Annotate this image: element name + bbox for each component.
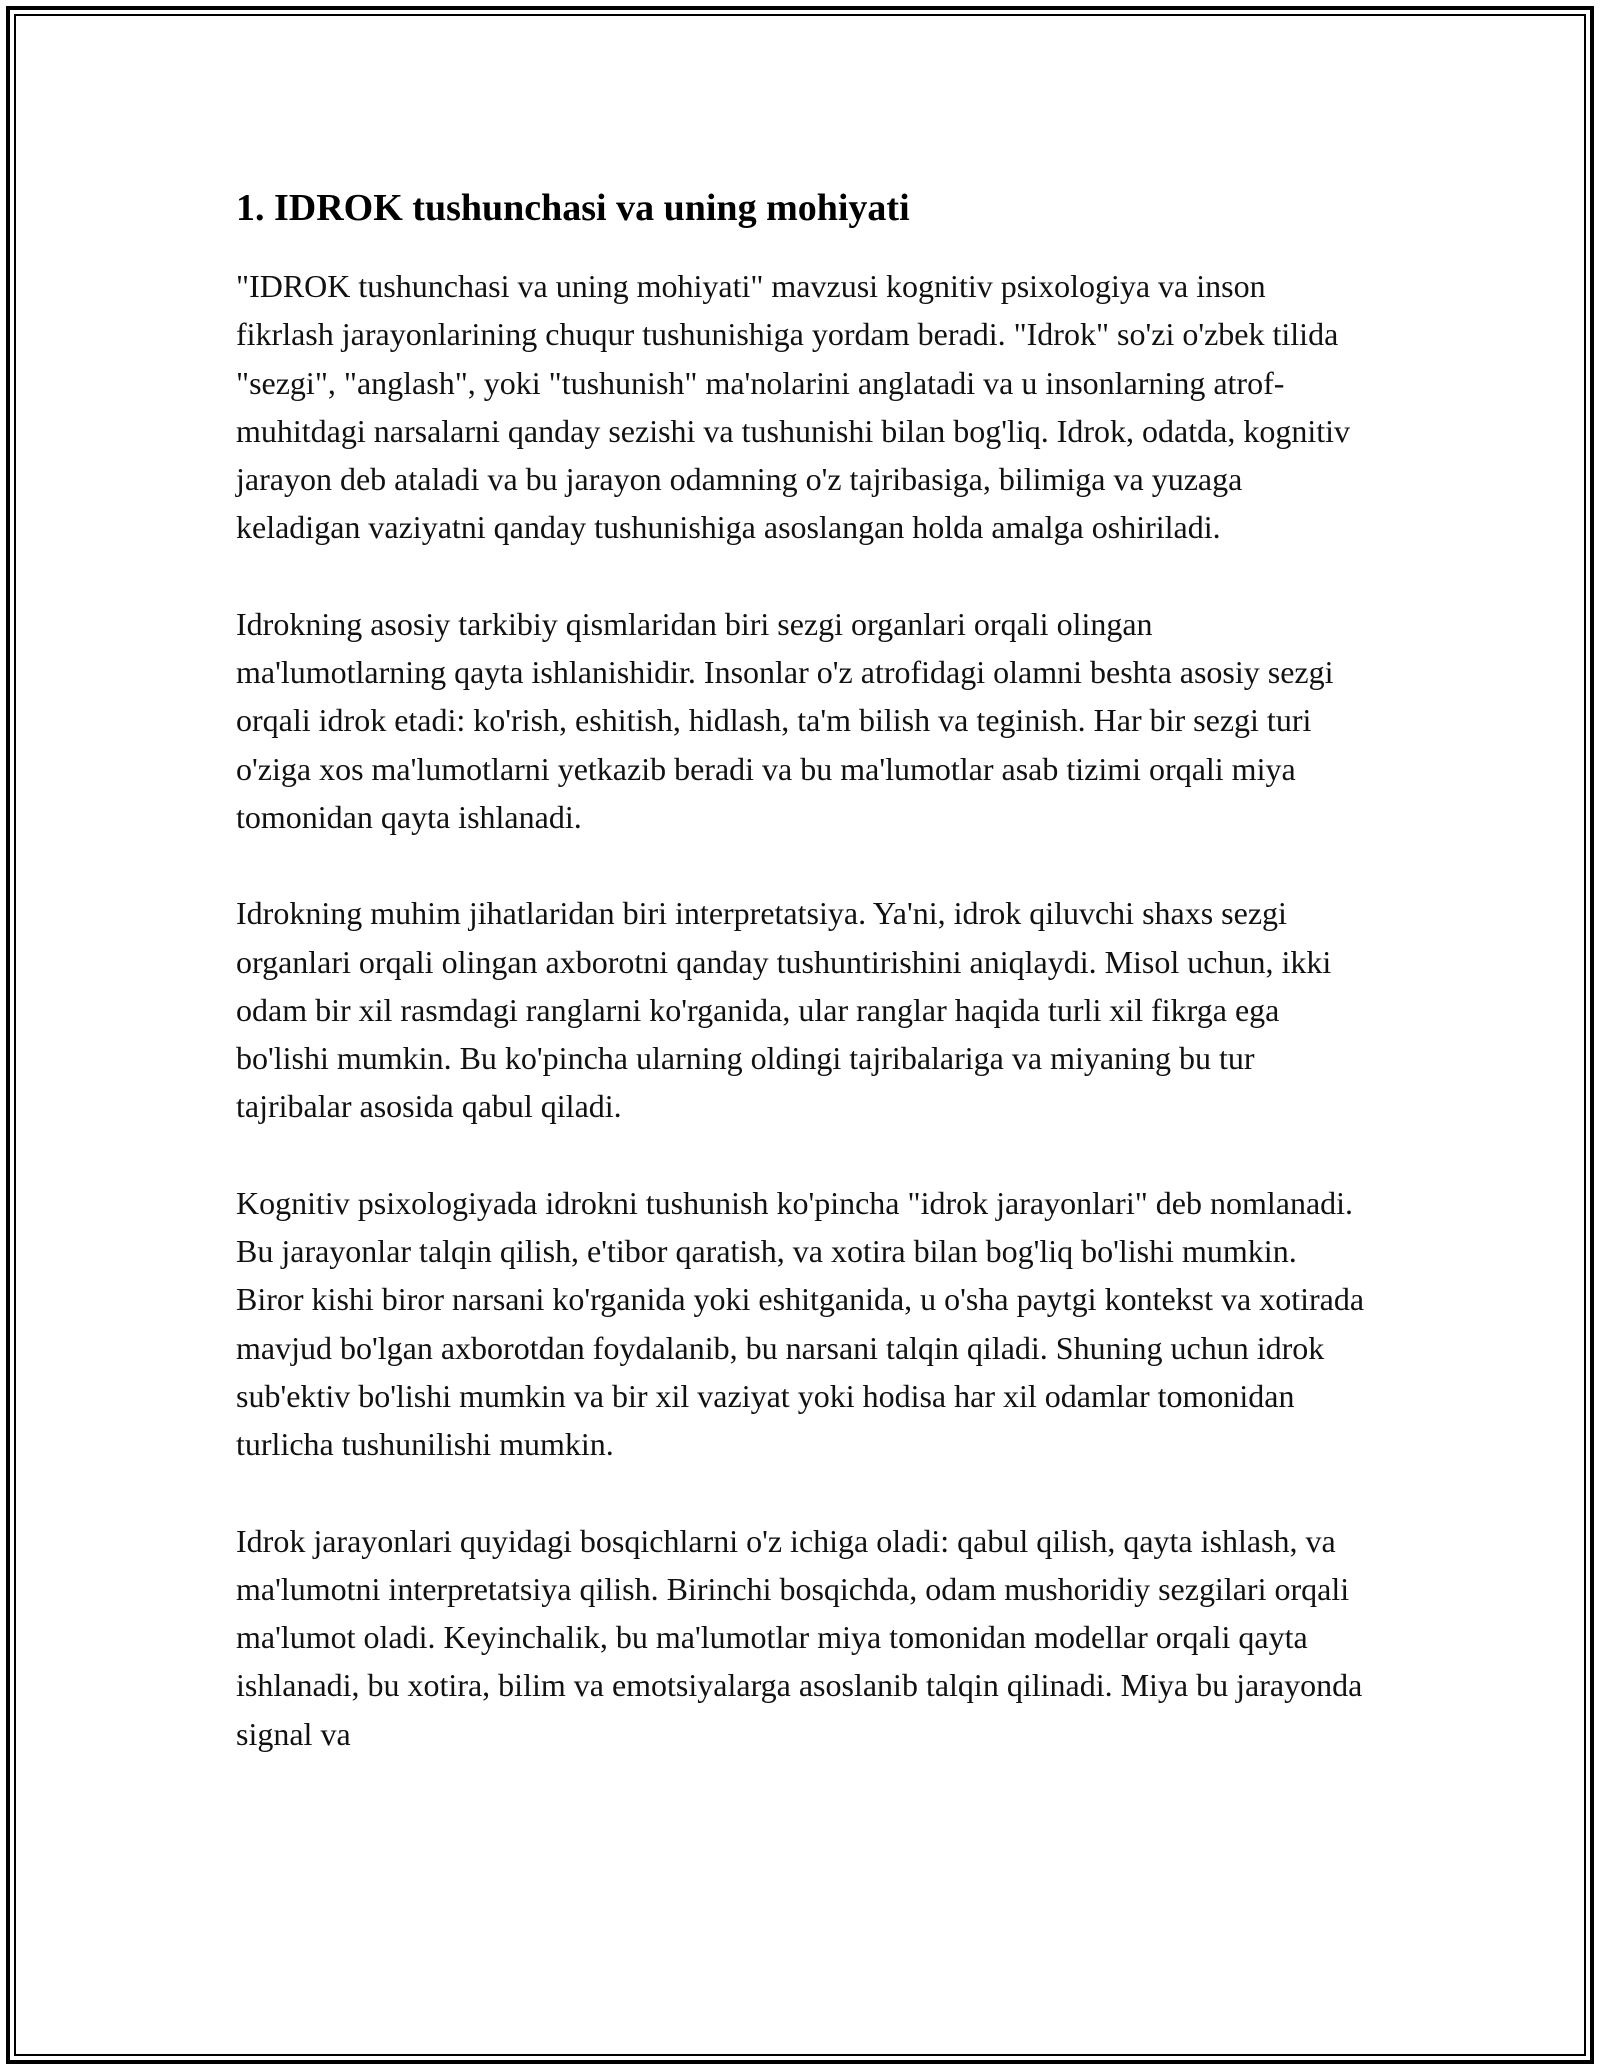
paragraph-5: Idrok jarayonlari quyidagi bosqichlarni o'z ichiga oladi: qabul qilish, qayta ishlash, va ma'lumotni interpretatsiya qilish. Birinchi bosqichda, odam mushoridiy sezgilari orqali ma'lumot oladi. Keyinchalik, bu ma'lumotlar miya tomonidan modellar orqali qayta ishlanadi, bu xotira, bilim va emotsiyalarga asoslanib talqin qilinadi. Miya bu jarayonda signal va [236, 1522, 1363, 1752]
paragraph-3: Idrokning muhim jihatlaridan biri interpretatsiya. Ya'ni, idrok qiluvchi shaxs sezgi organlari orqali olingan axborotni qanday tushuntirishini aniqlaydi. Misol uchun, ikki odam bir xil rasmdagi ranglarni ko'rganida, ular ranglar haqida turli xil fikrga ega bo'lishi mumkin. Bu ko'pincha ularning oldingi tajribalariga va miyaning bu tur tajribalar asosida qabul qiladi. [236, 895, 1332, 1125]
paragraph-1: "IDROK tushunchasi va uning mohiyati" mavzusi kognitiv psixologiya va inson fikrlash jarayonlarining chuqur tushunishiga yordam beradi. "Idrok" so'zi o'zbek tilida "sezgi", "anglash", yoki "tushunish" ma'nolarini anglatadi va u insonlarning atrof-muhitdagi narsalarni qanday sezishi va tushunishi bilan bog'liq. Idrok, odatda, kognitiv jarayon deb ataladi va bu jarayon odamning o'z tajribasiga, bilimiga va yuzaga keladigan vaziyatni qanday tushunishiga asoslangan holda amalga oshiriladi. [236, 268, 1351, 546]
section-heading: 1. IDROK tushunchasi va uning mohiyati [236, 187, 910, 229]
paragraph-4: Kognitiv psixologiyada idrokni tushunish ko'pincha "idrok jarayonlari" deb nomlanadi. Bu jarayonlar talqin qilish, e'tibor qaratish, va xotira bilan bog'liq bo'lishi mumkin. Biror kishi biror narsani ko'rganida yoki eshitganida, u o'sha paytgi kontekst va xotirada mavjud bo'lgan axborotdan foydalanib, bu narsani talqin qiladi. Shuning uchun idrok sub'ektiv bo'lishi mumkin va bir xil vaziyat yoki hodisa har xil odamlar tomonidan turlicha tushunilishi mumkin. [236, 1184, 1365, 1463]
document-body [236, 184, 1366, 1806]
paragraph-2: Idrokning asosiy tarkibiy qismlaridan biri sezgi organlari orqali olingan ma'lumotlarning qayta ishlanishidir. Insonlar o'z atrofidagi olamni beshta asosiy sezgi orqali idrok etadi: ko'rish, eshitish, hidlash, ta'm bilish va teginish. Har bir sezgi turi o'ziga xos ma'lumotlarni yetkazib beradi va bu ma'lumotlar asab tizimi orqali miya tomonidan qayta ishlanadi. [236, 605, 1334, 835]
